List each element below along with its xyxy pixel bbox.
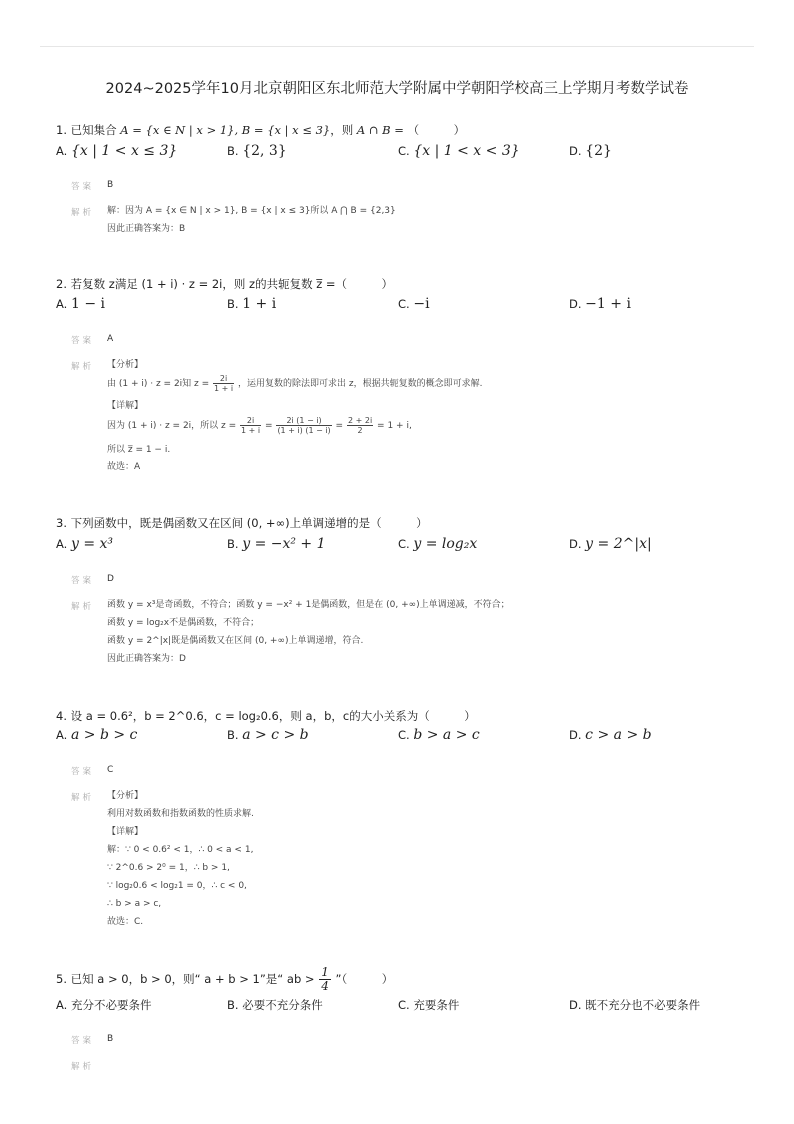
analysis-line: 所以 z̅ = 1 − i. [107,445,171,455]
analysis-label: 解析 [71,362,95,372]
page-title: 2024~2025学年10月北京朝阳区东北师范大学附属中学朝阳学校高三上学期月考数学试卷 [105,81,689,97]
option-b: B. a > c > b [227,727,309,743]
answer-label: 答案 [71,336,95,346]
analysis-label: 解析 [71,793,95,803]
option-b: B. 必要不充分条件 [227,998,323,1012]
analysis-line: 函数 y = log₂x不是偶函数，不符合； [107,618,260,628]
fraction: $\frac{2i}{1 + i}$ [214,374,234,393]
option-b: B. 1 + i [227,296,277,312]
option-d: D. {2} [569,143,612,159]
option-d: D. −1 + i [569,296,631,312]
answer-label: 答案 [71,1036,95,1046]
analysis-label: 解析 [71,602,95,612]
question-stem: 2. 若复数 z满足 (1 + i) · z = 2i，则 z的共轭复数 z̅ =（ ） [56,277,394,291]
option-d: D. c > a > b [569,727,652,743]
analysis-line: 因此正确答案为：D [107,654,186,664]
analysis-line: 【分析】 [107,360,144,370]
analysis-line: 故选：C. [107,917,144,927]
analysis-line: ∵ 2^0.6 > 2⁰ = 1，∴ b > 1, [107,863,230,873]
analysis-line: 因为 (1 + i) · z = 2i，所以 z = $\frac{2i}{1 + i}$ = $\frac{2i (1 - i)}{(1 + i) (1 - i)}$ = $\frac{2 + 2i}{2}$ = 1 + i, [107,416,412,435]
option-a: A. 1 − i [56,296,105,312]
option-c: C. {x | 1 < x < 3} [398,143,520,159]
question-stem: 1. 已知集合 A = {x ∈ N | x > 1}, B = {x | x ≤ 3}，则 A ∩ B = （ ） [56,123,466,137]
fraction: $\frac{2 + 2i}{2}$ [347,416,373,435]
fraction: $\frac{2i (1 - i)}{(1 + i) (1 - i)}$ [277,416,331,435]
analysis-line: 因此正确答案为：B [107,224,186,234]
fraction: $\frac{2i}{1 + i}$ [241,416,261,435]
option-c: C. b > a > c [398,727,480,743]
analysis-line: 利用对数函数和指数函数的性质求解. [107,809,254,819]
option-d: D. y = 2^|x| [569,536,652,552]
option-b: B. {2, 3} [227,143,287,159]
answer-value: B [107,180,114,190]
analysis-line: 【分析】 [107,791,144,801]
analysis-line: 解：∵ 0 < 0.6² < 1，∴ 0 < a < 1, [107,845,254,855]
option-a: A. {x | 1 < x ≤ 3} [56,143,178,159]
option-d: D. 既不充分也不必要条件 [569,998,701,1012]
answer-value: B [107,1034,114,1044]
analysis-line: 解：因为 A = {x ∈ N | x > 1}, B = {x | x ≤ 3}所以 A ⋂ B = {2,3} [107,206,396,216]
answer-value: C [107,765,114,775]
option-a: A. a > b > c [56,727,138,743]
option-a: A. 充分不必要条件 [56,998,152,1012]
question-stem: 3. 下列函数中，既是偶函数又在区间 (0, +∞)上单调递增的是（ ） [56,516,428,530]
option-c: C. 充要条件 [398,998,460,1012]
question-stem: 5. 已知 a > 0，b > 0，则“ a + b > 1”是“ ab > $\frac{1}{4}$ ”（ ） [56,965,394,993]
option-a: A. y = x³ [56,536,114,552]
analysis-line: 由 (1 + i) · z = 2i知 z = $\frac{2i}{1 + i}$ ，运用复数的除法即可求出 z，根据共轭复数的概念即可求解. [107,374,483,393]
answer-label: 答案 [71,576,95,586]
option-c: C. y = log₂x [398,536,478,552]
analysis-label: 解析 [71,1062,95,1072]
analysis-line: 【详解】 [107,401,144,411]
answer-label: 答案 [71,182,95,192]
analysis-line: 函数 y = x³是奇函数，不符合；函数 y = −x² + 1是偶函数，但是在 (0, +∞)上单调递减，不符合； [107,600,510,610]
question-stem: 4. 设 a = 0.6²，b = 2^0.6，c = log₂0.6，则 a，b，c的大小关系为（ ） [56,709,476,723]
fraction: $\frac{1}{4}$ [321,965,329,993]
answer-label: 答案 [71,767,95,777]
analysis-line: 故选：A [107,462,141,472]
analysis-label: 解析 [71,208,95,218]
option-c: C. −i [398,296,430,312]
option-b: B. y = −x² + 1 [227,536,326,552]
answer-value: D [107,574,114,584]
analysis-line: ∴ b > a > c, [107,899,162,909]
analysis-line: 函数 y = 2^|x|既是偶函数又在区间 (0, +∞)上单调递增，符合. [107,636,364,646]
analysis-line: ∵ log₂0.6 < log₂1 = 0，∴ c < 0, [107,881,247,891]
header-divider [40,46,754,47]
answer-value: A [107,334,114,344]
analysis-line: 【详解】 [107,827,144,837]
